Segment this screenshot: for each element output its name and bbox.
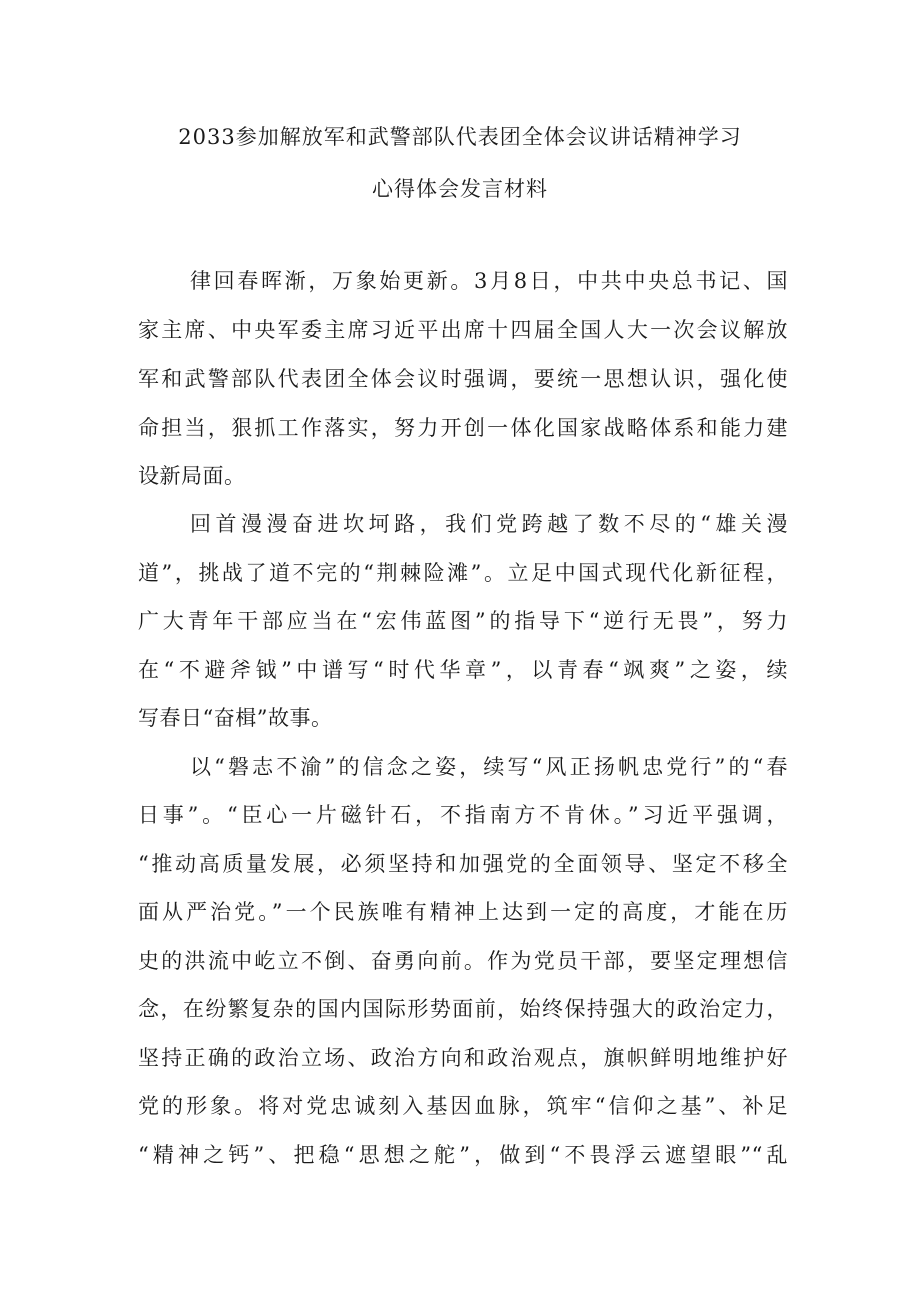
paragraph-line: 党的形象。将对党忠诚刻入基因血脉，筑牢“信仰之基”、补足 xyxy=(138,1094,788,1118)
paragraph-line: 回首漫漫奋进坎坷路，我们党跨越了数不尽的“雄关漫 xyxy=(190,512,788,536)
paragraph-line: 坚持正确的政治立场、政治方向和政治观点，旗帜鲜明地维护好 xyxy=(138,1046,788,1070)
paragraph-line: 律回春晖渐，万象始更新。3月8日，中共中央总书记、国 xyxy=(190,269,788,293)
paragraph-line: 写春日“奋楫”故事。 xyxy=(138,706,333,730)
paragraph-line: 以“磐志不渝”的信念之姿，续写“风正扬帆忠党行”的“春 xyxy=(190,755,788,779)
paragraph-line: “推动高质量发展，必须坚持和加强党的全面领导、坚定不移全 xyxy=(138,852,788,876)
paragraph-line: 在“不避斧钺”中谱写“时代华章”，以青春“飒爽”之姿，续 xyxy=(138,658,788,682)
paragraph-line: 家主席、中央军委主席习近平出席十四届全国人大一次会议解放 xyxy=(138,318,788,342)
paragraph-line: 命担当，狠抓工作落实，努力开创一体化国家战略体系和能力建 xyxy=(138,416,788,440)
paragraph-line: 广大青年干部应当在“宏伟蓝图”的指导下“逆行无畏”，努力 xyxy=(138,609,788,633)
paragraph-line: 道”，挑战了道不完的“荆棘险滩”。立足中国式现代化新征程， xyxy=(138,561,788,585)
paragraph-line: 日事”。“臣心一片磁针石，不指南方不肯休。”习近平强调， xyxy=(138,803,788,827)
paragraph-line: 史的洪流中屹立不倒、奋勇向前。作为党员干部，要坚定理想信 xyxy=(138,949,788,973)
paragraph-line: “精神之钙”、把稳“思想之舵”，做到“不畏浮云遮望眼”“乱 xyxy=(138,1143,788,1167)
document-title-line-2: 心得体会发言材料 xyxy=(372,177,548,201)
paragraph-line: 面从严治党。”一个民族唯有精神上达到一定的高度，才能在历 xyxy=(138,900,788,924)
paragraph-line: 念，在纷繁复杂的国内国际形势面前，始终保持强大的政治定力， xyxy=(138,997,788,1021)
paragraph-line: 军和武警部队代表团全体会议时强调，要统一思想认识，强化使 xyxy=(138,367,788,391)
paragraph-line: 设新局面。 xyxy=(138,464,246,488)
document-title-line-1: 2033参加解放军和武警部队代表团全体会议讲话精神学习 xyxy=(178,125,742,149)
